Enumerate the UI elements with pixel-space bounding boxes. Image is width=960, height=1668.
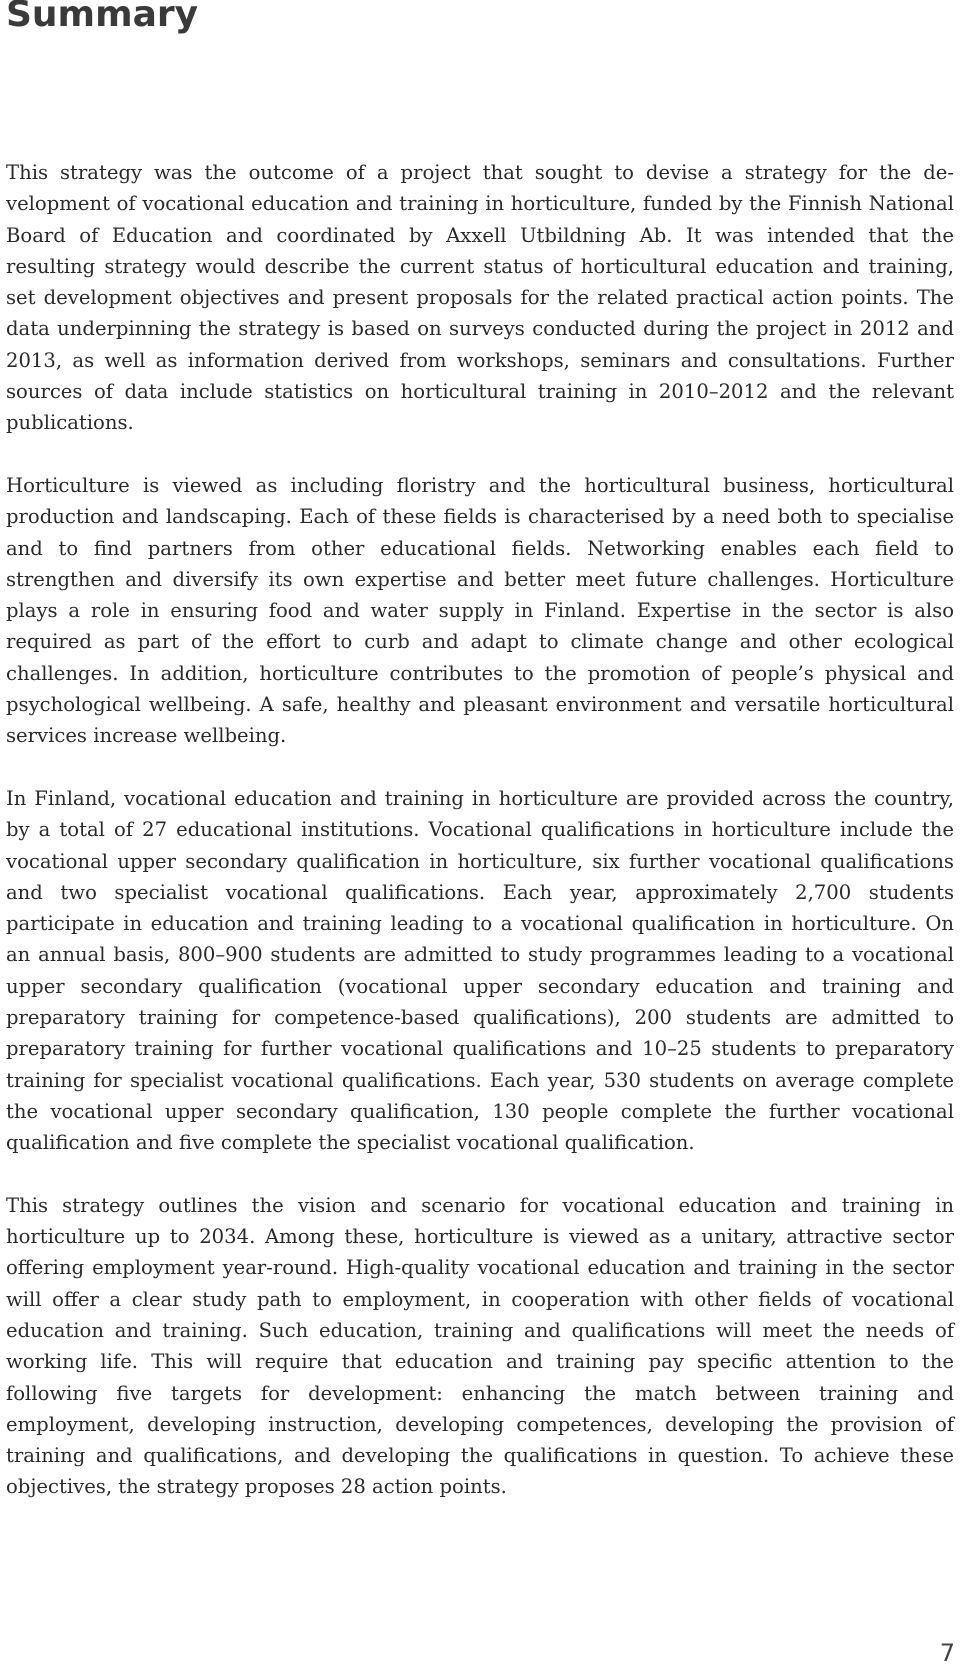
paragraph-horticulture-scope: Horticulture is viewed as including floristry and the horticultural business, horticultural production and landscaping. Each of these fields is characterised by a need both to specialise and to find partners from other educational fields. Networking enables each field to strengthen and diversify its own expertise and better meet future challenges. Horticulture plays a role in ensuring food and water supply in Finland. Expertise in the sector is also required as part of the effort to curb and adapt to climate change and other ecological challenges. In addition, horticulture contributes to the promotion of people’s physical and psychological wellbeing. A safe, healthy and pleasant environment and versatile horticultural services increase wellbeing. (6, 473, 954, 748)
page-number: 7 (939, 1639, 955, 1667)
summary-body (6, 157, 954, 1534)
page-title: Summary (6, 0, 199, 35)
paragraph-project-background: This strategy was the outcome of a project that sought to devise a strategy for the development of vocational education and training in horticulture, funded by the Finnish National Board of Education and coordinated by Axxell Utbildning Ab. It was intended that the resulting strategy would describe the current status of horticultural education and training, set development objectives and present proposals for the related practical action points. The data underpinning the strategy is based on surveys conducted during the project in 2012 and 2013, as well as information derived from workshops, seminars and consultations. Further sources of data include statistics on horticultural training in 2010–2012 and the relevant publications. (6, 161, 954, 435)
paragraph-education-in-finland: In Finland, vocational education and training in horticulture are provided across the country, by a total of 27 educational institutions. Vocational qualifications in horticulture include the vocational upper secondary qualification in horticulture, six further vocational qualifications and two specialist vocational qualifications. Each year, approximately 2,700 students participate in education and training leading to a vocational qualification in horticulture. On an annual basis, 800–900 students are admitted to study programmes leading to a vocational upper secondary qualification (vocational upper secondary education and training and preparatory training for competence-based qualifications), 200 students are admitted to preparatory training for further vocational qualifications and 10–25 students to preparatory training for specialist vocational qualifications. Each year, 530 students on average complete the vocational upper secondary qualification, 130 people complete the further vocational qualification and five complete the specialist vocational qualification. (6, 786, 954, 1155)
paragraph-strategy-vision: This strategy outlines the vision and scenario for vocational education and training in horticulture up to 2034. Among these, horticulture is viewed as a unitary, attractive sector offering employment year-round. High-quality vocational education and training in the sector will offer a clear study path to employment, in cooperation with other fields of vocational education and training. Such education, training and qualifications will meet the needs of working life. This will require that education and training pay specific attention to the following five targets for development: enhancing the match between training and employment, developing instruction, developing competences, developing the provision of training and qualifications, and developing the qualifications in question. To achieve these objectives, the strategy proposes 28 action points. (6, 1193, 954, 1499)
